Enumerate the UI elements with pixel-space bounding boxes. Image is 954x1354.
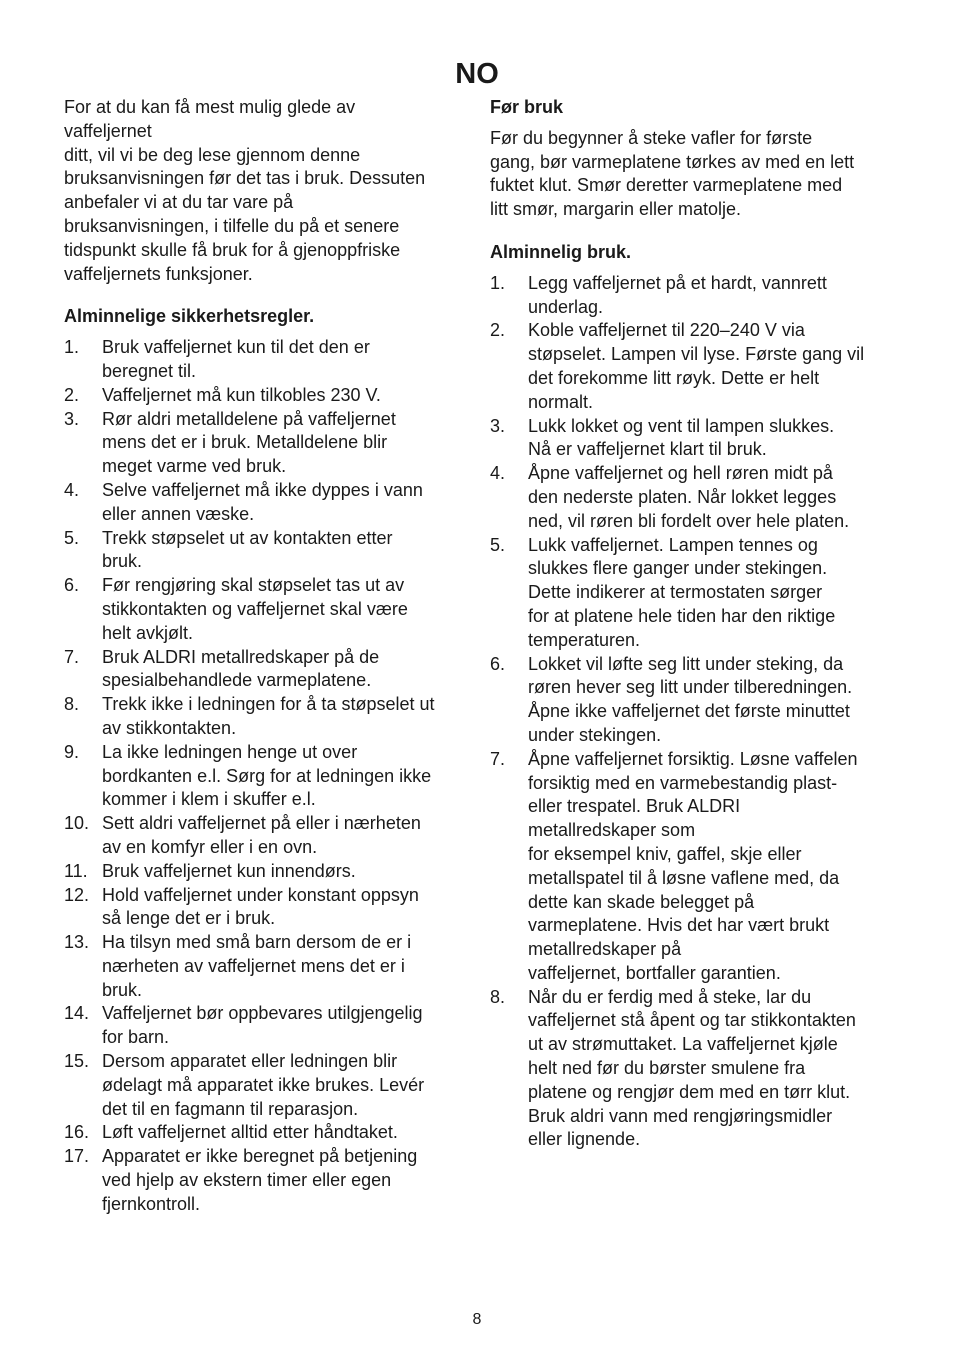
item-text-line: av stikkontakten. — [102, 717, 237, 738]
item-text-line: Hold vaffeljernet under konstant oppsyn — [102, 884, 419, 905]
text-line: gang, bør varmeplatene tørkes av med en lett — [490, 151, 855, 172]
item-text — [528, 748, 894, 986]
usage-steps-list — [490, 272, 894, 1152]
item-number: 12. — [64, 884, 90, 905]
list-item — [64, 384, 464, 408]
item-number: 1. — [64, 337, 80, 358]
item-text-line: nærheten av vaffeljernet mens det er i — [102, 955, 405, 976]
item-number: 7. — [64, 646, 80, 667]
item-text-line: Trekk ikke i ledningen for å ta støpselet ut — [102, 694, 435, 715]
item-number: 2. — [490, 320, 506, 341]
item-text-line: Lukk vaffeljernet. Lampen tennes og — [528, 534, 818, 555]
item-text-line: Bruk aldri vann med rengjøringsmidler — [528, 1105, 833, 1126]
item-text-line: fjernkontroll. — [102, 1193, 201, 1214]
before-use-paragraph — [490, 127, 894, 222]
item-text-line: den nederste platen. Når lokket legges — [528, 486, 837, 507]
item-text-line: det forekomme litt røyk. Dette er helt — [528, 367, 820, 388]
item-number: 10. — [64, 813, 90, 834]
text-line: ditt, vil vi be deg lese gjennom denne — [64, 144, 361, 165]
item-number: 4. — [490, 463, 506, 484]
item-text-line: meget varme ved bruk. — [102, 456, 287, 477]
item-number: 2. — [64, 384, 80, 405]
item-text — [528, 653, 894, 748]
item-text-line: Apparatet er ikke beregnet på betjening — [102, 1146, 418, 1167]
item-text-line: for eksempel kniv, gaffel, skje eller — [528, 843, 802, 864]
item-text — [102, 884, 464, 932]
list-item — [64, 479, 464, 527]
item-text — [102, 860, 464, 884]
item-text-line: Dersom apparatet eller ledningen blir — [102, 1051, 398, 1072]
item-text-line: Legg vaffeljernet på et hardt, vannrett — [528, 272, 827, 293]
list-item — [64, 741, 464, 812]
item-text — [528, 272, 894, 320]
list-item — [490, 653, 894, 748]
language-heading: NO — [455, 58, 499, 90]
list-item — [64, 860, 464, 884]
safety-heading: Alminnelige sikkerhetsregler. — [64, 306, 315, 327]
item-text — [528, 462, 894, 533]
item-number: 5. — [64, 527, 80, 548]
item-text — [102, 693, 464, 741]
item-text-line: Åpne vaffeljernet og hell røren midt på — [528, 463, 833, 484]
item-number: 14. — [64, 1003, 90, 1024]
text-line: anbefaler vi at du tar vare på — [64, 192, 294, 213]
item-number: 7. — [490, 748, 506, 769]
item-number: 9. — [64, 741, 80, 762]
text-line: For at du kan få mest mulig glede av — [64, 97, 356, 117]
list-item — [64, 574, 464, 645]
item-text-line: slukkes flere ganger under stekingen. — [528, 558, 828, 579]
item-text-line: støpselet. Lampen vil lyse. Første gang vil — [528, 344, 865, 365]
text-line: tidspunkt skulle få bruk for å gjenoppfriske — [64, 239, 401, 260]
item-text-line: normalt. — [528, 391, 594, 412]
item-text-line: Selve vaffeljernet må ikke dyppes i vann — [102, 479, 423, 500]
item-text-line: Trekk støpselet ut av kontakten etter — [102, 527, 393, 548]
item-text — [528, 534, 894, 653]
item-number: 17. — [64, 1146, 90, 1167]
text-line: bruksanvisningen, i tilfelle du på et senere — [64, 215, 400, 236]
before-use-heading: Før bruk — [490, 97, 564, 117]
item-text-line: Løft vaffeljernet alltid etter håndtaket. — [102, 1122, 398, 1143]
item-number: 8. — [64, 694, 80, 715]
item-text-line: under stekingen. — [528, 724, 662, 745]
item-text-line: metallredskaper på — [528, 939, 682, 960]
item-text — [102, 574, 464, 645]
item-text-line: ved hjelp av ekstern timer eller egen — [102, 1170, 392, 1191]
item-text — [102, 479, 464, 527]
item-text-line: metallredskaper som — [528, 820, 696, 841]
item-text — [102, 1002, 464, 1050]
item-number: 4. — [64, 479, 80, 500]
item-text-line: Vaffeljernet bør oppbevares utilgjengelig — [102, 1003, 423, 1024]
item-text-line: Åpne ikke vaffeljernet det første minuttet — [528, 701, 850, 722]
item-text-line: platene og rengjør dem med en tørr klut. — [528, 1081, 851, 1102]
list-item — [64, 527, 464, 575]
item-text-line: forsiktig med en varmebestandig plast- — [528, 772, 838, 793]
item-text-line: Lokket vil løfte seg litt under steking, da — [528, 653, 844, 674]
item-text-line: La ikke ledningen henge ut over — [102, 741, 358, 762]
item-text-line: eller lignende. — [528, 1129, 641, 1150]
item-number: 8. — [490, 986, 506, 1007]
item-text-line: ødelagt må apparatet ikke brukes. Levér — [102, 1074, 425, 1095]
item-text — [102, 741, 464, 812]
list-item — [490, 748, 894, 986]
text-line: vaffeljernet — [64, 120, 152, 141]
item-number: 1. — [490, 272, 506, 293]
text-line: Før du begynner å steke vafler for første — [490, 127, 813, 148]
item-text-line: Bruk ALDRI metallredskaper på de — [102, 646, 380, 667]
list-item — [64, 931, 464, 1002]
intro-paragraph — [64, 96, 464, 286]
item-number: 11. — [64, 860, 88, 881]
item-text-line: ut av strømuttaket. La vaffeljernet kjøle — [528, 1034, 838, 1055]
list-item — [64, 812, 464, 860]
left-column — [64, 96, 464, 1217]
item-text-line: eller trespatel. Bruk ALDRI — [528, 796, 741, 817]
item-text-line: mens det er i bruk. Metalldelene blir — [102, 432, 388, 453]
item-text-line: Dette indikerer at termostaten sørger — [528, 582, 823, 603]
item-text-line: stikkontakten og vaffeljernet skal være — [102, 598, 408, 619]
item-number: 13. — [64, 932, 90, 953]
item-text-line: så lenge det er i bruk. — [102, 908, 276, 929]
item-text-line: beregnet til. — [102, 360, 197, 381]
list-item — [64, 884, 464, 932]
item-text — [102, 336, 464, 384]
item-text — [102, 1121, 464, 1145]
item-text-line: for at platene hele tiden har den riktige — [528, 605, 836, 626]
item-text-line: helt avkjølt. — [102, 622, 194, 643]
item-text-line: Før rengjøring skal støpselet tas ut av — [102, 575, 405, 596]
item-number: 6. — [490, 653, 506, 674]
item-text-line: røren hever seg litt under tilberedningen. — [528, 677, 853, 698]
item-text-line: Nå er vaffeljernet klart til bruk. — [528, 439, 767, 460]
list-item — [64, 646, 464, 694]
item-text-line: bruk. — [102, 551, 143, 572]
item-number: 15. — [64, 1051, 90, 1072]
item-number: 5. — [490, 534, 506, 555]
item-text-line: bordkanten e.l. Sørg for at ledningen ikke — [102, 765, 432, 786]
item-text-line: temperaturen. — [528, 629, 641, 650]
general-use-heading: Alminnelig bruk. — [490, 241, 632, 262]
item-text-line: spesialbehandlede varmeplatene. — [102, 670, 372, 691]
item-text-line: Rør aldri metalldelene på vaffeljernet — [102, 408, 396, 429]
text-line: bruksanvisningen før det tas i bruk. Dessuten — [64, 168, 426, 189]
item-text — [102, 931, 464, 1002]
item-text — [102, 527, 464, 575]
item-text-line: Ha tilsyn med små barn dersom de er i — [102, 932, 412, 953]
item-text-line: Lukk lokket og vent til lampen slukkes. — [528, 415, 835, 436]
list-item — [490, 986, 894, 1153]
item-text-line: varmeplatene. Hvis det har vært brukt — [528, 915, 830, 936]
item-text-line: Bruk vaffeljernet kun innendørs. — [102, 860, 356, 881]
item-text-line: Koble vaffeljernet til 220–240 V via — [528, 320, 805, 341]
item-text-line: dette kan skade belegget på — [528, 891, 755, 912]
text-line: fuktet klut. Smør deretter varmeplatene med — [490, 175, 843, 196]
list-item — [490, 319, 894, 414]
item-text-line: Bruk vaffeljernet kun til det den er — [102, 337, 370, 358]
item-text-line: ned, vil røren bli fordelt over hele platen. — [528, 510, 850, 531]
item-text-line: det til en fagmann til reparasjon. — [102, 1098, 359, 1119]
item-text-line: Sett aldri vaffeljernet på eller i nærheten — [102, 813, 421, 834]
item-text — [102, 812, 464, 860]
text-line: litt smør, margarin eller matolje. — [490, 199, 742, 220]
list-item — [64, 336, 464, 384]
item-text-line: vaffeljernet, bortfaller garantien. — [528, 962, 781, 983]
list-item — [64, 1145, 464, 1216]
list-item — [64, 1002, 464, 1050]
item-text-line: eller annen væske. — [102, 503, 255, 524]
item-text — [528, 986, 894, 1153]
item-text-line: metallspatel til å løsne vaflene med, da — [528, 867, 840, 888]
item-number: 3. — [490, 415, 506, 436]
item-text — [102, 408, 464, 479]
item-text-line: vaffeljernet stå åpent og tar stikkontakten — [528, 1010, 856, 1031]
item-text-line: Når du er ferdig med å steke, lar du — [528, 986, 812, 1007]
list-item — [490, 534, 894, 653]
item-number: 3. — [64, 408, 80, 429]
item-text — [528, 319, 894, 414]
list-item — [490, 462, 894, 533]
item-text-line: av en komfyr eller i en ovn. — [102, 836, 318, 857]
item-number: 6. — [64, 575, 80, 596]
item-text-line: for barn. — [102, 1027, 170, 1048]
list-item — [64, 408, 464, 479]
item-text-line: bruk. — [102, 979, 143, 1000]
list-item — [64, 1121, 464, 1145]
list-item — [490, 272, 894, 320]
list-item — [64, 1050, 464, 1121]
right-column — [490, 96, 894, 1152]
item-number: 16. — [64, 1122, 90, 1143]
item-text — [102, 384, 464, 408]
item-text — [102, 1145, 464, 1216]
item-text-line: Vaffeljernet må kun tilkobles 230 V. — [102, 384, 381, 405]
item-text — [528, 415, 894, 463]
item-text-line: kommer i klem i skuffer e.l. — [102, 789, 316, 810]
safety-rules-list — [64, 336, 464, 1216]
list-item — [490, 415, 894, 463]
item-text — [102, 1050, 464, 1121]
item-text — [102, 646, 464, 694]
item-text-line: underlag. — [528, 296, 604, 317]
item-text-line: Åpne vaffeljernet forsiktig. Løsne vaffelen — [528, 748, 858, 769]
text-line: vaffeljernets funksjoner. — [64, 263, 253, 284]
page-number: 8 — [472, 1311, 482, 1328]
item-text-line: helt ned før du børster smulene fra — [528, 1058, 806, 1079]
list-item — [64, 693, 464, 741]
